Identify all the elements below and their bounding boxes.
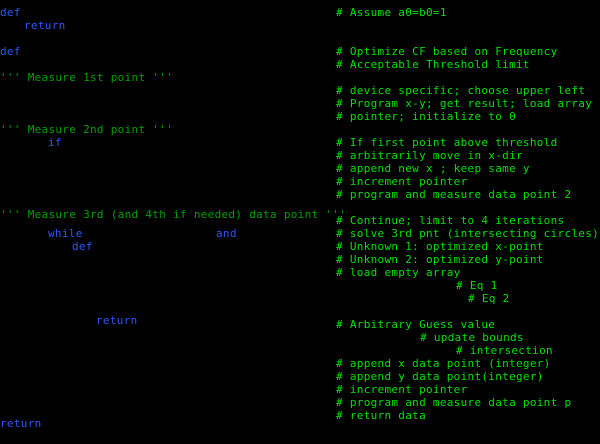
- code-comment: # increment pointer: [336, 383, 468, 396]
- code-comment: # program and measure data point p: [336, 396, 572, 409]
- code-comment: # Optimize CF based on Frequency: [336, 45, 558, 58]
- code-comment: # increment pointer: [336, 175, 468, 188]
- code-comment: # load empty array: [336, 266, 461, 279]
- code-comment: # Assume a0=b0=1: [336, 6, 447, 19]
- code-keyword: return: [0, 417, 42, 430]
- code-comment: # If first point above threshold: [336, 136, 558, 149]
- code-comment: # Acceptable Threshold limit: [336, 58, 530, 71]
- code-docstring: ''' Measure 2nd point ''': [0, 123, 174, 136]
- code-keyword: def: [72, 240, 93, 253]
- code-keyword: def: [0, 6, 21, 19]
- code-comment: # Arbitrary Guess value: [336, 318, 496, 331]
- code-keyword: return: [24, 19, 66, 32]
- code-comment: # solve 3rd pnt (intersecting circles): [336, 227, 600, 240]
- code-comment: # Eq 2: [468, 292, 510, 305]
- code-comment: # pointer; initialize to 0: [336, 110, 516, 123]
- code-comment: # update bounds: [420, 331, 524, 344]
- code-comment: # Unknown 1: optimized x-point: [336, 240, 544, 253]
- code-comment: # append new x ; keep same y: [336, 162, 530, 175]
- code-comment: # device specific; choose upper left: [336, 84, 586, 97]
- code-comment: # append x data point (integer): [336, 357, 551, 370]
- code-keyword: and: [216, 227, 237, 240]
- code-keyword: while: [48, 227, 83, 240]
- code-comment: # return data: [336, 409, 426, 422]
- code-docstring: ''' Measure 1st point ''': [0, 71, 174, 84]
- code-comment: # intersection: [456, 344, 553, 357]
- code-comment: # Unknown 2: optimized y-point: [336, 253, 544, 266]
- code-keyword: def: [0, 45, 21, 58]
- code-comment: # Eq 1: [456, 279, 498, 292]
- code-comment: # Program x-y; get result; load array: [336, 97, 593, 110]
- code-keyword: return: [96, 314, 138, 327]
- code-keyword: if: [48, 136, 62, 149]
- code-docstring: ''' Measure 3rd (and 4th if needed) data point ''': [0, 208, 347, 221]
- code-comment: # Continue; limit to 4 iterations: [336, 214, 565, 227]
- code-comment: # program and measure data point 2: [336, 188, 572, 201]
- code-comment: # arbitrarily move in x-dir: [336, 149, 523, 162]
- code-comment: # append y data point(integer): [336, 370, 544, 383]
